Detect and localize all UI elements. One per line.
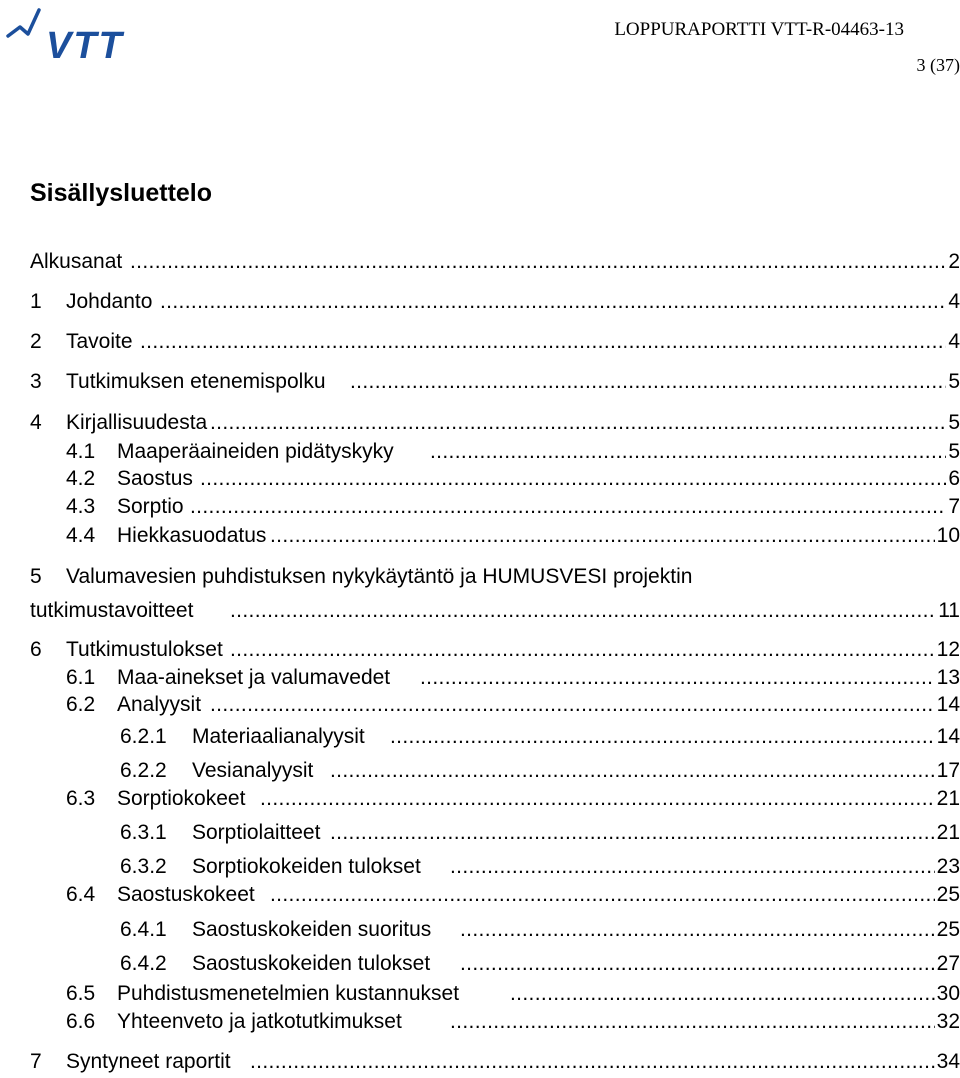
toc-entry-page: 23 [935,852,960,882]
toc-entry-number: 4.4 [66,524,96,547]
toc-entry-page: 30 [935,979,960,1009]
toc-entry-page: 14 [935,722,960,752]
toc-leader [210,408,960,438]
toc-entry-page: 4 [946,287,960,317]
toc-leader [230,635,960,665]
toc-entry-6-4-1[interactable] [30,915,960,945]
toc-entry-page: 25 [935,880,960,910]
toc-leader [250,1047,960,1077]
toc-entry-title: Valumavesien puhdistuksen nykykäytäntö ja HUMUSVESI projektin [66,562,694,592]
toc-entry-6[interactable] [30,635,960,665]
toc-leader [140,327,960,357]
toc-entry-page: 17 [935,756,960,786]
toc-title: Sisällysluettelo [30,179,213,207]
toc-entry-3[interactable] [30,367,960,397]
toc-entry-4-3[interactable] [30,492,960,522]
toc-entry-title: Syntyneet raportit [66,1047,233,1077]
toc-entry-page: 13 [935,663,960,693]
toc-leader [460,915,960,945]
toc-leader [230,596,960,626]
toc-entry-6-4[interactable] [30,880,960,910]
toc-entry-6-1[interactable] [30,663,960,693]
toc-entry-title: Maaperäaineiden pidätyskyky [117,437,396,467]
vtt-logo [6,6,162,62]
toc-entry-4-1[interactable] [30,437,960,467]
toc-entry-page: 4 [946,327,960,357]
toc-leader [460,949,960,979]
toc-entry-6-3-2[interactable] [30,852,960,882]
toc-entry-number: 1 [30,290,42,313]
report-id: LOPPURAPORTTI VTT-R-04463-13 [614,19,904,40]
toc-entry-alkusanat[interactable] [30,247,960,277]
toc-entry-title: Sorptiokokeiden tulokset [192,852,423,882]
toc-entry-page: 5 [946,408,960,438]
toc-leader [450,1007,960,1037]
toc-entry-6-3-1[interactable] [30,818,960,848]
toc-leader [130,247,960,277]
toc-entry-number: 6.4.1 [120,918,167,941]
toc-leader [270,880,960,910]
toc-leader [510,979,960,1009]
toc-entry-6-2-1[interactable] [30,722,960,752]
toc-entry-page: 12 [935,635,960,665]
toc-entry-5[interactable] [30,562,960,622]
toc-entry-title: Sorptiokokeet [117,784,247,814]
toc-entry-number: 3 [30,370,42,393]
toc-entry-title: Materiaalianalyysit [192,722,367,752]
toc-entry-title: Analyysit [117,690,203,720]
toc-entry-title: Sorptio [117,492,186,522]
toc-entry-number: 4.2 [66,467,96,490]
toc-entry-page: 32 [935,1007,960,1037]
toc-leader [200,464,960,494]
toc-leader [260,784,960,814]
toc-entry-6-6[interactable] [30,1007,960,1037]
toc-entry-6-5[interactable] [30,979,960,1009]
toc-entry-number: 4.3 [66,495,96,518]
toc-entry-6-2-2[interactable] [30,756,960,786]
toc-leader [210,690,960,720]
toc-entry-title: Vesianalyysit [192,756,315,786]
toc-entry-title: Saostuskokeet [117,880,257,910]
toc-entry-2[interactable] [30,327,960,357]
toc-entry-1[interactable] [30,287,960,317]
toc-leader [330,818,960,848]
svg-text:VTT: VTT [46,25,124,62]
toc-entry-number: 6.2.2 [120,759,167,782]
toc-leader [390,722,960,752]
toc-entry-page: 2 [946,247,960,277]
toc-entry-number: 6.6 [66,1010,96,1033]
toc-entry-title: Saostuskokeiden suoritus [192,915,433,945]
toc-entry-number: 6.3.2 [120,855,167,878]
toc-entry-number: 6.4 [66,883,96,906]
toc-entry-page: 25 [935,915,960,945]
toc-entry-number: 6.1 [66,666,96,689]
toc-entry-title: Maa-ainekset ja valumavedet [117,663,392,693]
toc-entry-number: 4 [30,411,42,434]
toc-entry-page: 14 [935,690,960,720]
toc-entry-page: 7 [946,492,960,522]
toc-entry-7[interactable] [30,1047,960,1077]
toc-entry-number: 2 [30,330,42,353]
toc-entry-page: 6 [946,464,960,494]
toc-entry-4-2[interactable] [30,464,960,494]
toc-leader [330,756,960,786]
toc-entry-title: Johdanto [66,287,154,317]
vtt-logo-icon [6,6,162,62]
toc-entry-page: 21 [935,818,960,848]
toc-entry-page: 27 [935,949,960,979]
toc-entry-title: Tutkimustulokset [66,635,225,665]
toc-entry-number: 6.2 [66,693,96,716]
toc-entry-6-2[interactable] [30,690,960,720]
toc-entry-number: 5 [30,565,42,588]
toc-entry-title: Tavoite [66,327,135,357]
toc-leader [430,437,960,467]
page-number: 3 (37) [916,55,960,75]
toc-entry-page: 10 [935,521,960,551]
toc-leader [450,852,960,882]
toc-entry-4[interactable] [30,408,960,438]
toc-leader [190,492,960,522]
toc-entry-6-4-2[interactable] [30,949,960,979]
toc-leader [160,287,960,317]
toc-entry-title: Saostuskokeiden tulokset [192,949,432,979]
toc-entry-number: 6 [30,638,42,661]
toc-entry-4-4[interactable] [30,521,960,551]
toc-entry-title: Sorptiolaitteet [192,818,322,848]
toc-entry-number: 6.2.1 [120,725,167,748]
toc-entry-title-continued: tutkimustavoitteet [30,596,195,626]
toc-entry-title: Puhdistusmenetelmien kustannukset [117,979,461,1009]
toc-entry-title: Kirjallisuudesta [66,408,209,438]
toc-entry-page: 21 [935,784,960,814]
toc-leader [420,663,960,693]
toc-entry-number: 6.4.2 [120,952,167,975]
toc-entry-page: 34 [935,1047,960,1077]
toc-entry-page: 11 [936,596,960,626]
toc-entry-number: 4.1 [66,440,96,463]
toc-leader [350,367,960,397]
toc-entry-title: Tutkimuksen etenemispolku [66,367,328,397]
toc-entry-number: 6.3.1 [120,821,167,844]
toc-entry-number: 6.3 [66,787,96,810]
toc-entry-page: 5 [946,437,960,467]
toc-entry-6-3[interactable] [30,784,960,814]
toc-leader [270,521,960,551]
toc-entry-title: Saostus [117,464,195,494]
toc-entry-number: 6.5 [66,982,96,1005]
toc-entry-title: Alkusanat [30,247,124,277]
toc-entry-page: 5 [946,367,960,397]
toc-entry-title: Hiekkasuodatus [117,521,268,551]
toc-entry-title: Yhteenveto ja jatkotutkimukset [117,1007,404,1037]
toc-entry-number: 7 [30,1050,42,1073]
